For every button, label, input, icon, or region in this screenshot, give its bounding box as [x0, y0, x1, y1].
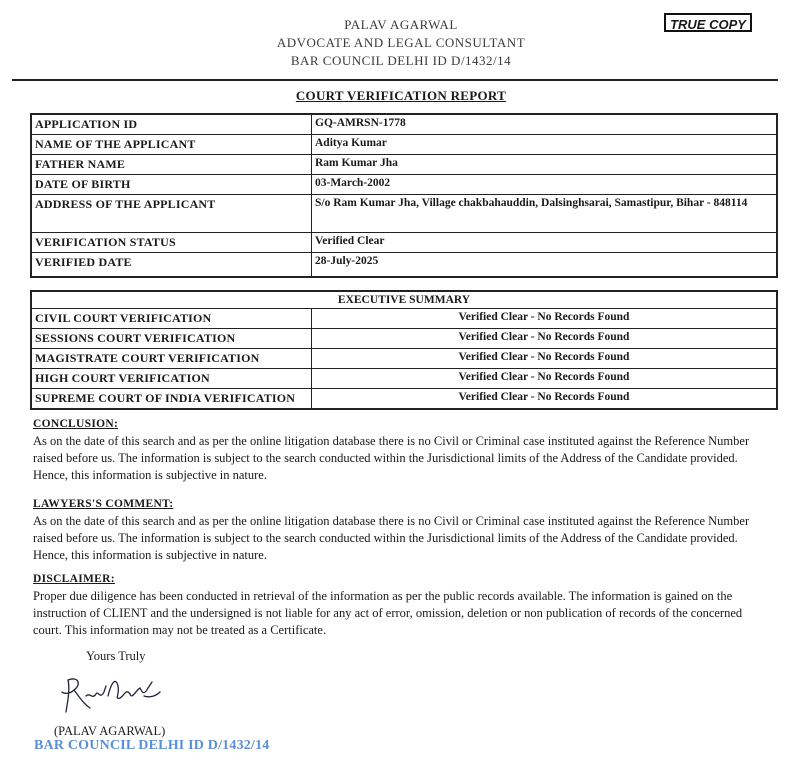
advocate-bar-id: BAR COUNCIL DELHI ID D/1432/14: [290, 53, 512, 68]
table-header-row: [31, 291, 777, 309]
row-value: Verified Clear: [312, 233, 778, 253]
row-value: 03-March-2002: [312, 175, 778, 195]
applicant-details-table: [30, 113, 778, 278]
conclusion-section: [33, 416, 773, 484]
advocate-designation: ADVOCATE AND LEGAL CONSULTANT: [276, 35, 526, 50]
table-row: [31, 233, 777, 253]
row-value: Verified Clear - No Records Found: [312, 369, 778, 389]
table-row: [31, 114, 777, 135]
disclaimer-heading: DISCLAIMER:: [33, 573, 115, 585]
conclusion-heading: CONCLUSION:: [33, 418, 119, 430]
table-row: [31, 195, 777, 233]
table-row: [31, 309, 777, 329]
table-row: [31, 329, 777, 349]
row-value: S/o Ram Kumar Jha, Village chakbahauddin, Dalsinghsarai, Samastipur, Bihar - 848114: [312, 195, 778, 233]
closing-salutation: Yours Truly: [86, 649, 146, 663]
row-value: Verified Clear - No Records Found: [312, 389, 778, 410]
row-label: SUPREME COURT OF INDIA VERIFICATION: [31, 389, 312, 410]
row-label: NAME OF THE APPLICANT: [31, 135, 312, 155]
lawyers-comment-text: As on the date of this search and as per the online litigation database there is no Civil or Criminal case instituted against the Reference Number raised before us. The information is subject to the search conducted within the Jurisdictional limits of the Address of the Candidate provided. Hence, this information is subjective in nature.: [33, 514, 750, 562]
row-value: Verified Clear - No Records Found: [312, 349, 778, 369]
header-divider: [12, 79, 778, 81]
signature-stroke: [62, 679, 160, 712]
lawyers-comment-section: [33, 496, 773, 564]
row-label: FATHER NAME: [31, 155, 312, 175]
report-title: COURT VERIFICATION REPORT: [295, 88, 507, 103]
table-row: [31, 369, 777, 389]
table-row: [31, 349, 777, 369]
handwritten-signature: [56, 670, 166, 718]
conclusion-text: As on the date of this search and as per the online litigation database there is no Civil or Criminal case instituted against the Reference Number raised before us. The information is subject to the search conducted within the Jurisdictional limits of the Address of the Candidate provided. Hence, this information is subjective in nature.: [33, 434, 750, 482]
disclaimer-section: [33, 571, 773, 639]
row-label: CIVIL COURT VERIFICATION: [31, 309, 312, 329]
table-row: [31, 253, 777, 277]
executive-summary-table: [30, 290, 778, 410]
lawyers-comment-heading: LAWYERS'S COMMENT:: [33, 498, 174, 510]
row-value: Verified Clear - No Records Found: [312, 309, 778, 329]
advocate-name: PALAV AGARWAL: [344, 17, 458, 32]
true-copy-stamp: TRUE COPY: [664, 13, 752, 32]
row-value: Aditya Kumar: [312, 135, 778, 155]
row-value: GQ-AMRSN-1778: [312, 114, 778, 135]
footer-bar-council-id: BAR COUNCIL DELHI ID D/1432/14: [34, 738, 270, 753]
row-label: SESSIONS COURT VERIFICATION: [31, 329, 312, 349]
disclaimer-text: Proper due diligence has been conducted in retrieval of the information as per the public records available. The information is gained on the instruction of CLIENT and the undersigned is not liable for any act of error, omission, deletion or non publication of records of the concerned court. This information may not be treated as a Certificate.: [33, 589, 743, 637]
table-row: [31, 135, 777, 155]
signatory-name: (PALAV AGARWAL): [54, 724, 166, 738]
row-label: DATE OF BIRTH: [31, 175, 312, 195]
row-value: Verified Clear - No Records Found: [312, 329, 778, 349]
row-label: ADDRESS OF THE APPLICANT: [31, 195, 312, 233]
table-row: [31, 175, 777, 195]
row-label: VERIFICATION STATUS: [31, 233, 312, 253]
table-row: [31, 389, 777, 410]
row-label: MAGISTRATE COURT VERIFICATION: [31, 349, 312, 369]
row-label: VERIFIED DATE: [31, 253, 312, 277]
row-value: 28-July-2025: [312, 253, 778, 277]
row-label: HIGH COURT VERIFICATION: [31, 369, 312, 389]
row-value: Ram Kumar Jha: [312, 155, 778, 175]
row-label: APPLICATION ID: [31, 114, 312, 135]
executive-summary-heading: EXECUTIVE SUMMARY: [31, 291, 777, 309]
table-row: [31, 155, 777, 175]
